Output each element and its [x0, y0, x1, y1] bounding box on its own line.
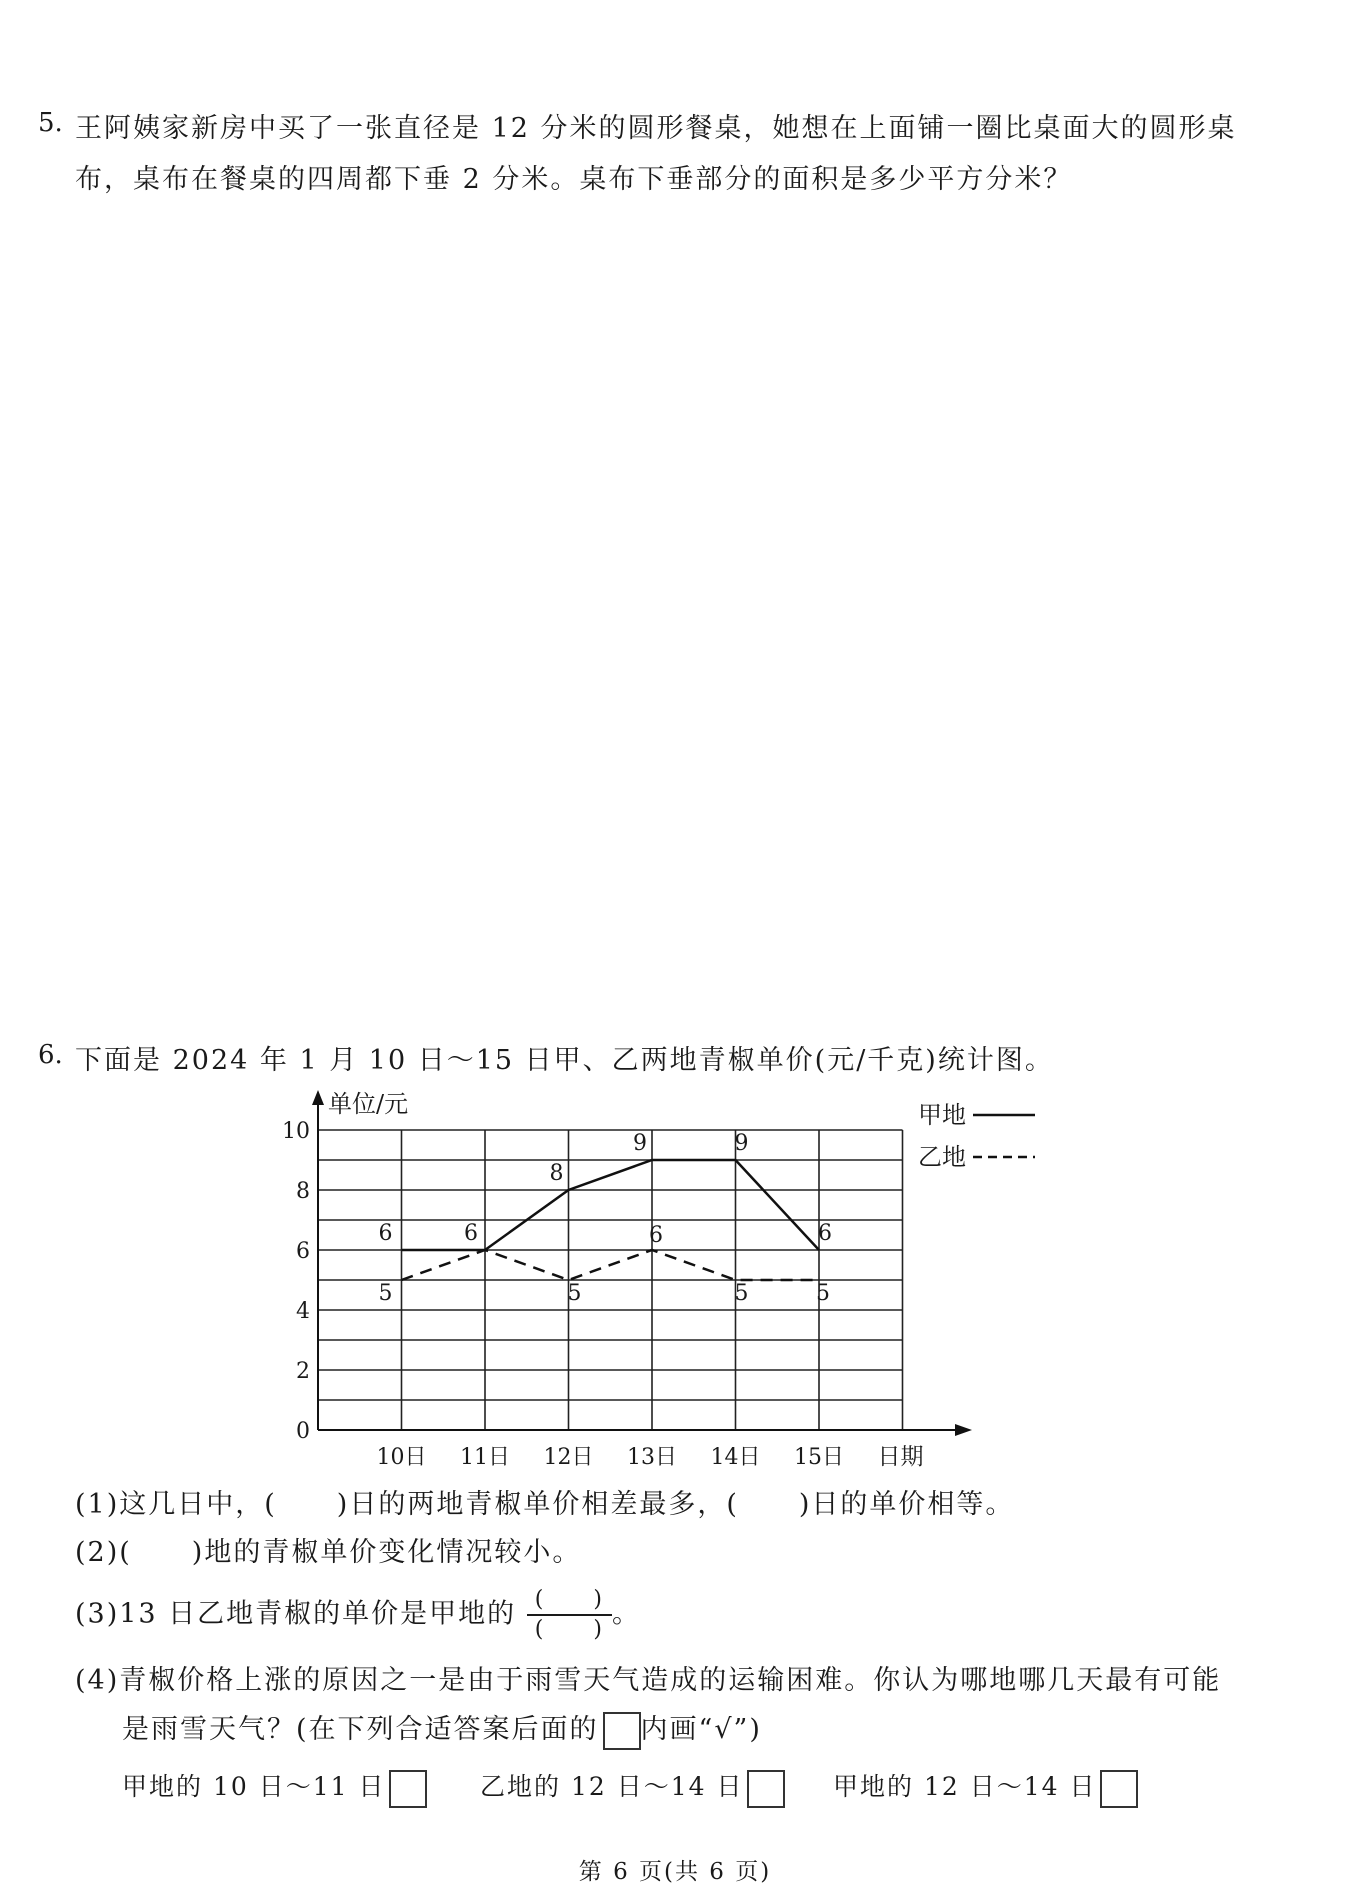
option-1	[122, 1767, 427, 1808]
sub3-end: 。	[611, 1598, 641, 1630]
data-label: 8	[549, 1161, 564, 1186]
question-6-sub-2	[75, 1530, 581, 1569]
sub4-text-b: 内画“√”)	[640, 1714, 762, 1745]
option-3	[833, 1767, 1138, 1808]
data-label: 5	[816, 1281, 830, 1306]
fraction-numerator: ( )	[527, 1586, 612, 1616]
data-label: 6	[649, 1223, 663, 1248]
sub4-text-a: 是雨雪天气？(在下列合适答案后面的	[122, 1714, 599, 1745]
y-tick-label: 4	[296, 1299, 310, 1324]
option-1-checkbox[interactable]	[389, 1770, 427, 1808]
option-2	[480, 1767, 785, 1808]
question-6-sub-4-line-2	[122, 1707, 762, 1750]
data-label: 5	[567, 1281, 582, 1306]
y-axis-title: 单位/元	[328, 1090, 409, 1118]
data-label: 5	[378, 1281, 393, 1306]
question-6-sub-1	[75, 1482, 1014, 1521]
data-label: 6	[378, 1221, 393, 1246]
option-2-checkbox[interactable]	[747, 1770, 785, 1808]
question-5-text-line-2: 布，桌布在餐桌的四周都下垂 2 分米。桌布下垂部分的面积是多少平方分米？	[75, 164, 1073, 195]
price-line-chart	[270, 1085, 1060, 1470]
y-tick-label: 8	[296, 1179, 310, 1204]
x-tick-label: 13日	[627, 1445, 677, 1470]
x-tick-label: 11日	[460, 1445, 510, 1470]
y-tick-label: 6	[296, 1239, 310, 1264]
question-6-sub-3	[75, 1586, 641, 1644]
sub3-fraction[interactable]	[527, 1586, 612, 1644]
data-label: 5	[734, 1281, 749, 1306]
data-label: 6	[464, 1221, 478, 1246]
data-label: 9	[734, 1131, 749, 1156]
data-label: 9	[633, 1131, 647, 1156]
x-axis-arrow	[955, 1424, 972, 1436]
question-6-number: 6.	[38, 1040, 63, 1070]
question-5-text-line-1: 王阿姨家新房中买了一张直径是 12 分米的圆形餐桌，她想在上面铺一圈比桌面大的圆形桌	[75, 113, 1237, 144]
question-6-intro: 下面是 2024 年 1 月 10 日～15 日甲、乙两地青椒单价(元/千克)统计图。	[75, 1045, 1054, 1076]
option-3-checkbox[interactable]	[1100, 1770, 1138, 1808]
chart-legend	[918, 1101, 1035, 1171]
y-tick-label: 2	[296, 1359, 310, 1384]
y-tick-label: 10	[282, 1119, 310, 1144]
fraction-denominator: ( )	[534, 1617, 604, 1642]
legend-label-1: 甲地	[918, 1101, 966, 1129]
sub1-part-c: )日的单价相等。	[798, 1489, 1015, 1520]
y-tick-label: 0	[296, 1419, 310, 1444]
question-6-sub-4-line-1: (4)青椒价格上涨的原因之一是由于雨雪天气造成的运输困难。你认为哪地哪几天最有可能	[75, 1665, 1222, 1696]
x-tick-label: 14日	[710, 1445, 761, 1470]
question-5-number: 5.	[38, 108, 63, 138]
sub1-part-b: )日的两地青椒单价相差最多，(	[336, 1489, 739, 1520]
sub2-part-b: )地的青椒单价变化情况较小。	[191, 1537, 582, 1568]
option-2-label: 乙地的 12 日～14 日	[480, 1772, 744, 1801]
y-axis-arrow	[312, 1090, 324, 1105]
x-tick-label: 10日	[376, 1445, 427, 1470]
x-axis-title: 日期	[877, 1444, 924, 1470]
data-label: 6	[818, 1221, 832, 1246]
series-line-2	[402, 1250, 820, 1280]
legend-label-2: 乙地	[918, 1143, 966, 1171]
sub2-part-a: (2)(	[75, 1537, 132, 1568]
x-tick-label: 15日	[794, 1445, 844, 1470]
sub3-text: (3)13 日乙地青椒的单价是甲地的	[75, 1598, 517, 1630]
example-checkbox	[603, 1712, 641, 1750]
option-1-label: 甲地的 10 日～11 日	[122, 1772, 386, 1801]
x-tick-label: 12日	[543, 1445, 594, 1470]
sub1-part-a: (1)这几日中，(	[75, 1489, 277, 1520]
page-footer: 第 6 页(共 6 页)	[578, 1859, 772, 1885]
option-3-label: 甲地的 12 日～14 日	[833, 1772, 1097, 1801]
